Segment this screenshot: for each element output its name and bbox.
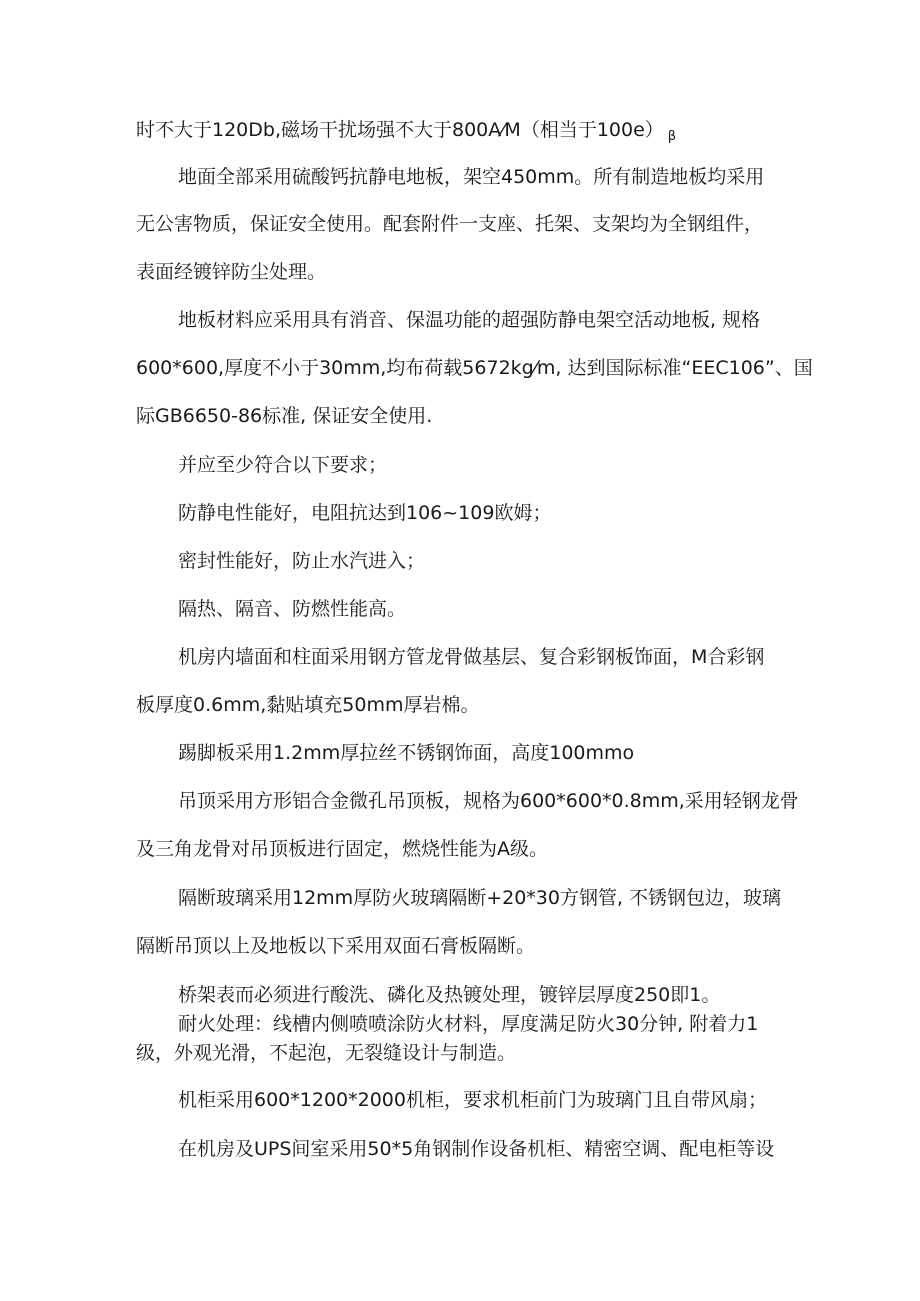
text-line: 隔热、隔音、防燃性能高。 <box>178 598 407 620</box>
text-line: 在机房及UPS间室采用50*5角钢制作设备机柜、精密空调、配电柜等设 <box>178 1138 775 1160</box>
text-line: 600*600,厚度不小于30mm,均布荷载5672kg⁄m, 达到国际标准“EEC106”、国 <box>136 357 813 379</box>
text-line: 机房内墙面和柱面采用钢方管龙骨做基层、复合彩钢板饰面，M合彩钢 <box>178 646 765 668</box>
text-line: 地面全部采用硫酸钙抗静电地板，架空450mm。所有制造地板均采用 <box>178 166 765 188</box>
text-line: 踢脚板采用1.2mm厚拉丝不锈钢饰面，高度100mmo <box>178 742 635 764</box>
text-line: 机柜采用600*1200*2000机柜，要求机柜前门为玻璃门且自带风扇； <box>178 1089 767 1111</box>
text-line: 吊顶采用方形铝合金微孔吊顶板，规格为600*600*0.8mm,采用轻钢龙骨 <box>178 790 799 812</box>
text-line: 防静电性能好，电阻抗达到106~109欧姆； <box>178 502 552 524</box>
line-text: 时不大于120Db,磁场干扰场强不大于800A⁄M（相当于100e） <box>136 119 664 141</box>
text-line: 并应至少符合以下要求； <box>178 454 388 476</box>
text-line: 桥架表而必须进行酸洗、磷化及热镀处理，镀锌层厚度250即1。 <box>178 984 721 1006</box>
text-line <box>136 118 676 145</box>
text-line: 表面经镀锌防尘处理。 <box>136 261 327 283</box>
text-line: 密封性能好，防止水汽进入； <box>178 550 426 572</box>
text-line: 隔断吊顶以上及地板以下采用双面石膏板隔断。 <box>136 935 536 957</box>
text-line: 板厚度0.6mm,黏贴填充50mm厚岩棉。 <box>136 694 480 716</box>
text-line: 隔断玻璃采用12mm厚防火玻璃隔断+20*30方钢管, 不锈钢包边，玻璃 <box>178 887 782 909</box>
text-line: 无公害物质，保证安全使用。配套附件一支座、托架、支架均为全钢组件， <box>136 213 764 235</box>
text-line: 级，外观光滑，不起泡，无裂缝设计与制造。 <box>136 1042 517 1064</box>
text-line: 及三角龙骨对吊顶板进行固定，燃烧性能为A级。 <box>136 838 548 860</box>
text-line: 耐火处理：线槽内侧喷喷涂防火材料，厚度满足防火30分钟, 附着力1 <box>178 1013 759 1035</box>
text-line: 地板材料应采用具有消音、保温功能的超强防静电架空活动地板, 规格 <box>178 309 761 331</box>
trailing-mark: β <box>667 129 677 144</box>
text-line: 际GB6650-86标准, 保证安全使用. <box>136 405 433 427</box>
